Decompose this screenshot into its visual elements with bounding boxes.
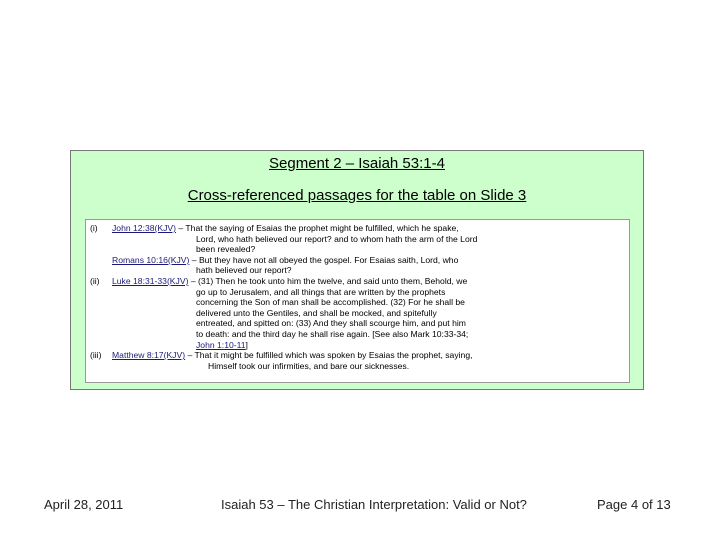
- passage-text: entreated, and spitted on: (33) And they shall scourge him, and put him: [196, 318, 466, 329]
- entry-number: (i): [90, 223, 98, 233]
- scripture-reference-link[interactable]: Luke 18:31-33(KJV): [112, 275, 189, 286]
- passage-text: ]: [245, 339, 248, 350]
- entry-number: (ii): [90, 275, 100, 286]
- entry-body: [112, 350, 625, 371]
- scripture-reference-link[interactable]: John 1:10-11: [196, 339, 246, 350]
- footer-title: Isaiah 53 – The Christian Interpretation: Valid or Not?: [221, 497, 527, 512]
- scripture-reference-link[interactable]: Romans 10:16(KJV): [112, 254, 190, 265]
- passage-text: go up to Jerusalem, and all things that are written by the prophets: [196, 286, 446, 297]
- passage-text: concerning the Son of man shall be accomplished. (32) For he shall be: [196, 297, 465, 308]
- passage-text: – But they have not all obeyed the gospel. For Esaias saith, Lord, who: [189, 254, 459, 265]
- passage-text: hath believed our report?: [196, 265, 292, 276]
- segment-title: Segment 2 – Isaiah 53:1-4: [269, 155, 445, 172]
- passage-text: been revealed?: [196, 244, 256, 255]
- scripture-reference-link[interactable]: Matthew 8:17(KJV): [112, 350, 186, 361]
- passage-text: to death: and the third day he shall rise again. [See also Mark 10:33-34;: [196, 328, 469, 339]
- footer-date: April 28, 2011: [44, 497, 124, 512]
- passage-text: Lord, who hath believed our report? and to whom hath the arm of the Lord: [196, 233, 478, 244]
- cross-reference-title: Cross-referenced passages for the table on Slide 3: [187, 187, 527, 204]
- entry-body: [112, 223, 625, 276]
- passage-text: – That the saying of Esaias the prophet might be fulfilled, which he spake,: [176, 223, 459, 233]
- entry-number: (iii): [90, 350, 102, 361]
- passage-entry-2: [90, 276, 625, 350]
- passage-entry-3: [90, 350, 625, 371]
- entry-body: [112, 276, 625, 350]
- passage-text: – That it might be fulfilled which was spoken by Esaias the prophet, saying,: [185, 350, 473, 361]
- passage-text: Himself took our infirmities, and bare our sicknesses.: [208, 360, 410, 371]
- footer-page-number: Page 4 of 13: [597, 497, 671, 512]
- content-box: [70, 150, 644, 390]
- passage-text: delivered unto the Gentiles, and shall be mocked, and spitefully: [196, 307, 437, 318]
- passage-text: – (31) Then he took unto him the twelve, and said unto them, Behold, we: [188, 275, 468, 286]
- scripture-reference-link[interactable]: John 12:38(KJV): [112, 223, 177, 233]
- passages-panel: [85, 219, 630, 383]
- passage-entry-1: [90, 223, 625, 276]
